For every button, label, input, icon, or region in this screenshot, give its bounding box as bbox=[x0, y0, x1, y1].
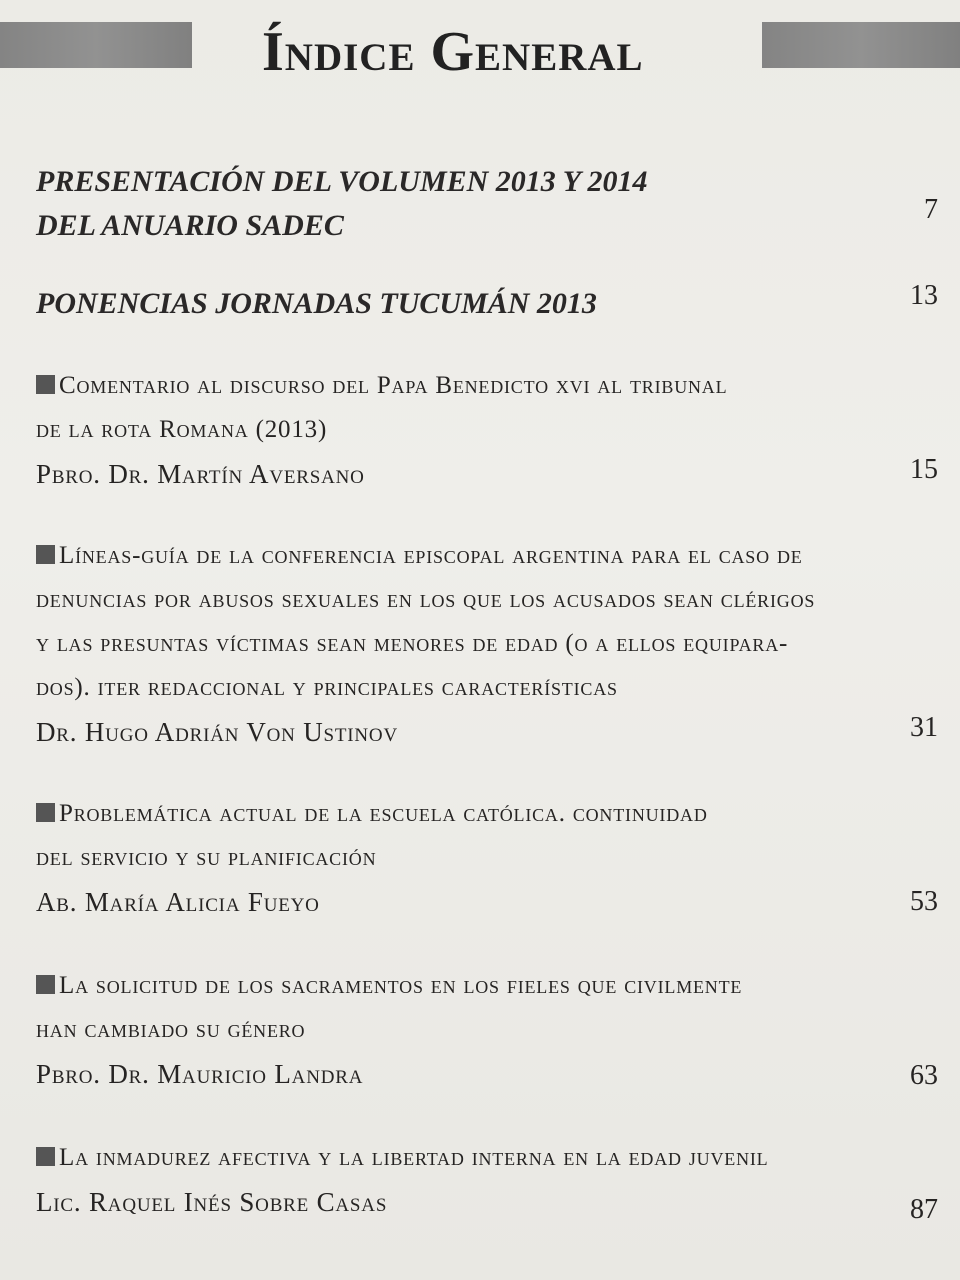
bullet-square-icon bbox=[36, 1147, 55, 1166]
toc-entry bbox=[36, 964, 938, 1096]
entry-title-line: Problemática actual de la escuela católica. continuidad bbox=[36, 792, 938, 836]
entry-author: Dr. Hugo Adrián Von Ustinov bbox=[36, 717, 398, 747]
entry-title-line: denuncias por abusos sexuales en los que los acusados sean clérigos bbox=[36, 586, 816, 613]
entry-title-line: han cambiado su género bbox=[36, 1016, 306, 1043]
toc-entry-ponencias bbox=[36, 282, 938, 326]
entry-title-line: de la rota Romana (2013) bbox=[36, 416, 328, 443]
entry-title-line: La solicitud de los sacramentos en los fieles que civilmente bbox=[36, 964, 938, 1008]
entry-title-line: del servicio y su planificación bbox=[36, 844, 377, 871]
entry-title-line: La inmadurez afectiva y la libertad interna en la edad juvenil bbox=[36, 1136, 938, 1180]
section-title-line: PRESENTACIÓN DEL VOLUMEN 2013 Y 2014 bbox=[36, 165, 648, 198]
toc-entry-presentacion bbox=[36, 160, 938, 248]
page-number: 15 bbox=[910, 454, 938, 485]
entry-author: Pbro. Dr. Mauricio Landra bbox=[36, 1059, 364, 1089]
toc-entry bbox=[36, 534, 938, 754]
page-number: 53 bbox=[910, 886, 938, 917]
entry-title-line: Comentario al discurso del Papa Benedicto xvi al tribunal bbox=[36, 364, 938, 408]
toc-entry bbox=[36, 1136, 938, 1224]
bullet-square-icon bbox=[36, 803, 55, 822]
entry-title-line: Líneas-guía de la conferencia episcopal argentina para el caso de bbox=[36, 534, 938, 578]
toc-entry bbox=[36, 792, 938, 924]
section-title-line: DEL ANUARIO SADEC bbox=[36, 209, 344, 242]
page-number: 7 bbox=[924, 194, 938, 225]
bullet-square-icon bbox=[36, 545, 55, 564]
bullet-square-icon bbox=[36, 975, 55, 994]
page-number: 31 bbox=[910, 712, 938, 743]
page-number: 13 bbox=[910, 280, 938, 311]
header-bar-left bbox=[0, 22, 192, 68]
entry-title-line: y las presuntas víctimas sean menores de edad (o a ellos equipara- bbox=[36, 630, 789, 657]
bullet-square-icon bbox=[36, 375, 55, 394]
page-number: 87 bbox=[910, 1194, 938, 1225]
header-bar-right bbox=[762, 22, 960, 68]
entry-author: Lic. Raquel Inés Sobre Casas bbox=[36, 1187, 388, 1217]
entry-author: Pbro. Dr. Martín Aversano bbox=[36, 459, 365, 489]
page-number: 63 bbox=[910, 1060, 938, 1091]
entry-author: Ab. María Alicia Fueyo bbox=[36, 887, 320, 917]
toc-entry bbox=[36, 364, 938, 496]
section-title-line: PONENCIAS JORNADAS TUCUMÁN 2013 bbox=[36, 287, 597, 320]
page-title: Índice General bbox=[262, 21, 644, 83]
entry-title-line: dos). iter redaccional y principales características bbox=[36, 674, 618, 701]
